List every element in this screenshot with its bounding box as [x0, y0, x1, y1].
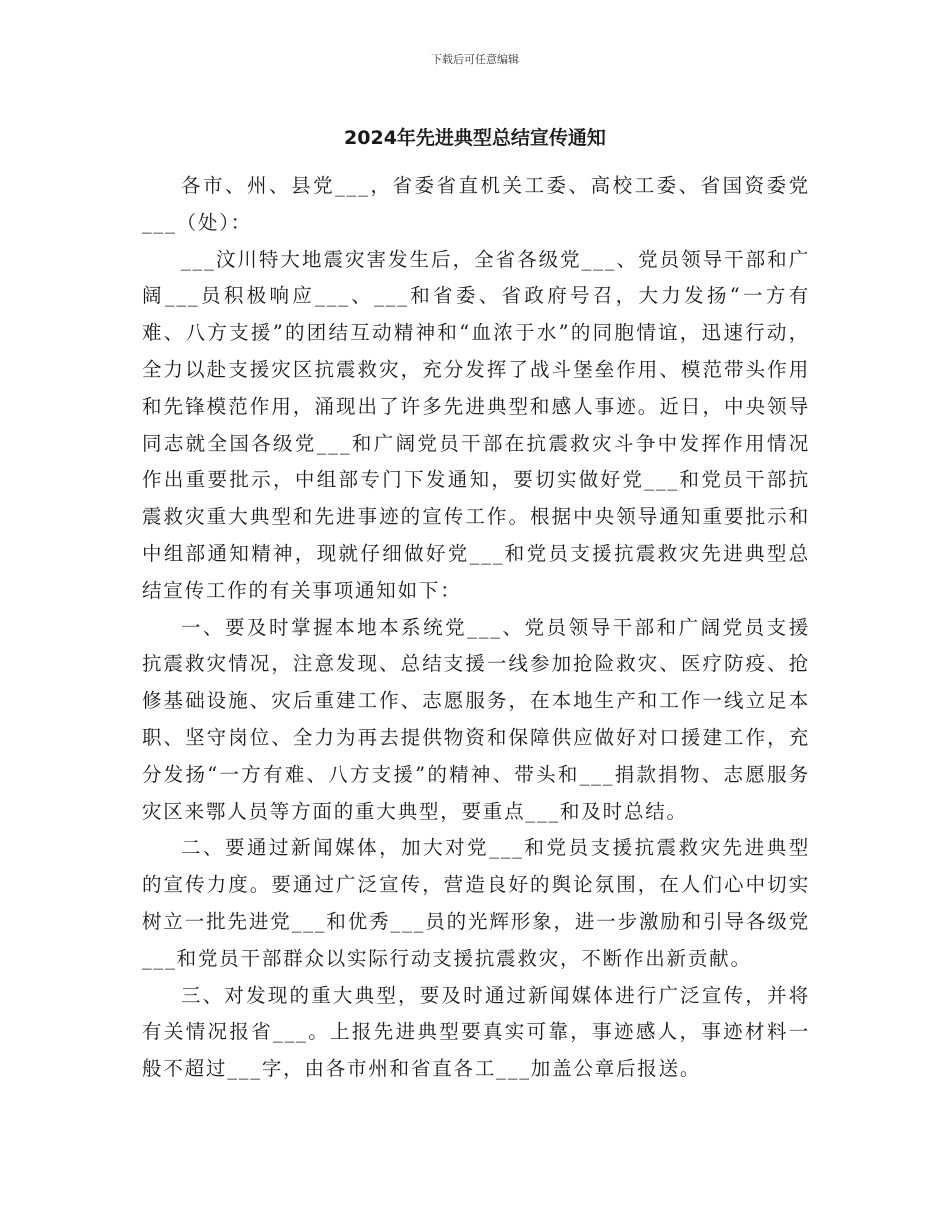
document-title: 2024年先进典型总结宣传通知 — [344, 127, 606, 149]
intro-paragraph: ___汶川特大地震灾害发生后，全省各级党___、党员领导干部和广阔___员积极响应___、___和省委、省政府号召，大力发扬“一方有难、八方支援”的团结互动精神和“血浓于水”的同胞情谊，迅速行动，全力以赴支援灾区抗震救灾，充分发挥了战斗堡垒作用、模范带头作用和先锋模范作用，涌现出了许多先进典型和感人事迹。近日，中央领导同志就全国各级党___和广阔党员干部在抗震救灾斗争中发挥作用情况作出重要批示，中组部专门下发通知，要切实做好党___和党员干部抗震救灾重大典型和先进事迹的宣传工作。根据中央领导通知重要批示和中组部通知精神，现就仔细做好党___和党员支援抗震救灾先进典型总结宣传工作的有关事项通知如下： — [142, 247, 810, 602]
salutation-paragraph: 各市、州、县党___，省委省直机关工委、高校工委、省国资委党___（处）： — [142, 174, 810, 234]
item-three-paragraph: 三、对发现的重大典型，要及时通过新闻媒体进行广泛宣传，并将有关情况报省___。上报先进典型要真实可靠，事迹感人，事迹材料一般不超过___字，由各市州和省直各工___加盖公章后报送。 — [142, 983, 810, 1081]
item-one-paragraph: 一、要及时掌握本地本系统党___、党员领导干部和广阔党员支援抗震救灾情况，注意发现、总结支援一线参加抢险救灾、医疗防疫、抢修基础设施、灾后重建工作、志愿服务，在本地生产和工作一线立足本职、坚守岗位、全力为再去提供物资和保障供应做好对口援建工作，充分发扬“一方有难、八方支援”的精神、带头和___捐款捐物、志愿服务灾区来鄂人员等方面的重大典型，要重点___和及时总结。 — [142, 615, 810, 823]
document-body — [142, 168, 810, 1088]
page-header-note: 下载后可任意编辑 — [431, 53, 519, 66]
item-two-paragraph: 二、要通过新闻媒体，加大对党___和党员支援抗震救灾先进典型的宣传力度。要通过广泛宣传，营造良好的舆论氛围，在人们心中切实树立一批先进党___和优秀___员的光辉形象，进一步激励和引导各级党___和党员干部群众以实际行动支援抗震救灾，不断作出新贡献。 — [142, 836, 810, 970]
